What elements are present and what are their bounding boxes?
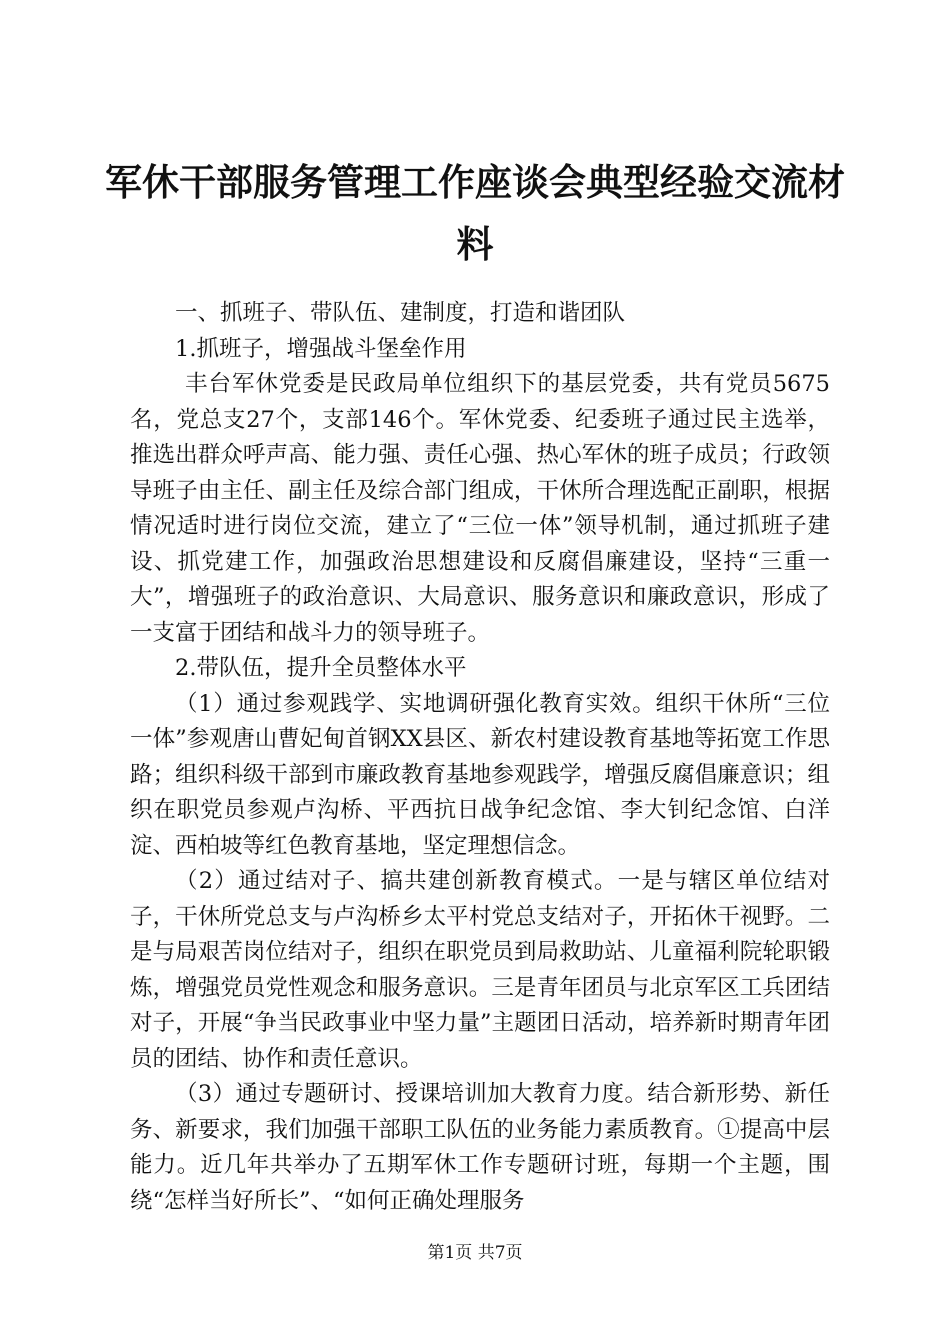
page-footer: 第1页 共7页 [427, 1243, 523, 1263]
subsection-heading: 2.带队伍，提升全员整体水平 [175, 655, 467, 681]
document-body [130, 296, 830, 1219]
body-paragraph: （3）通过专题研讨、授课培训加大教育力度。结合新形势、新任务、新要求，我们加强干部职工队伍的业务能力素质教育。①提高中层能力。近几年共举办了五期军休工作专题研讨班，每期一个主题，围绕“怎样当好所长”、“如何正确处理服务 [130, 1081, 830, 1214]
document-title-line-2: 料 [456, 222, 494, 266]
document-title-line-1: 军休干部服务管理工作座谈会典型经验交流材 [105, 160, 845, 204]
section-heading: 一、抓班子、带队伍、建制度，打造和谐团队 [175, 300, 626, 326]
subsection-heading: 1.抓班子，增强战斗堡垒作用 [175, 335, 467, 362]
body-paragraph: 丰台军休党委是民政局单位组织下的基层党委，共有党员5675名，党总支27个，支部146个。军休党委、纪委班子通过民主选举，推选出群众呼声高、能力强、责任心强、热心军休的班子成员；行政领导班子由主任、副主任及综合部门组成，干休所合理选配正副职，根据情况适时进行岗位交流，建立了“三位一体”领导机制，通过抓班子建设、抓党建工作，加强政治思想建设和反腐倡廉建设，坚持“三重一大”，增强班子的政治意识、大局意识、服务意识和廉政意识，形成了一支富于团结和战斗力的领导班子。 [130, 371, 830, 646]
body-paragraph: （1）通过参观践学、实地调研强化教育实效。组织干休所“三位一体”参观唐山曹妃甸首钢XX县区、新农村建设教育基地等拓宽工作思路；组织科级干部到市廉政教育基地参观践学，增强反腐倡廉意识；组织在职党员参观卢沟桥、平西抗日战争纪念馆、李大钊纪念馆、白洋淀、西柏坡等红色教育基地，坚定理想信念。 [130, 690, 830, 859]
body-paragraph: （2）通过结对子、搞共建创新教育模式。一是与辖区单位结对子，干休所党总支与卢沟桥乡太平村党总支结对子，开拓休干视野。二是与局艰苦岗位结对子，组织在职党员到局救助站、儿童福利院轮职锻炼，增强党员党性观念和服务意识。三是青年团员与北京军区工兵团结对子，开展“争当民政事业中坚力量”主题团日活动，培养新时期青年团员的团结、协作和责任意识。 [130, 868, 830, 1072]
